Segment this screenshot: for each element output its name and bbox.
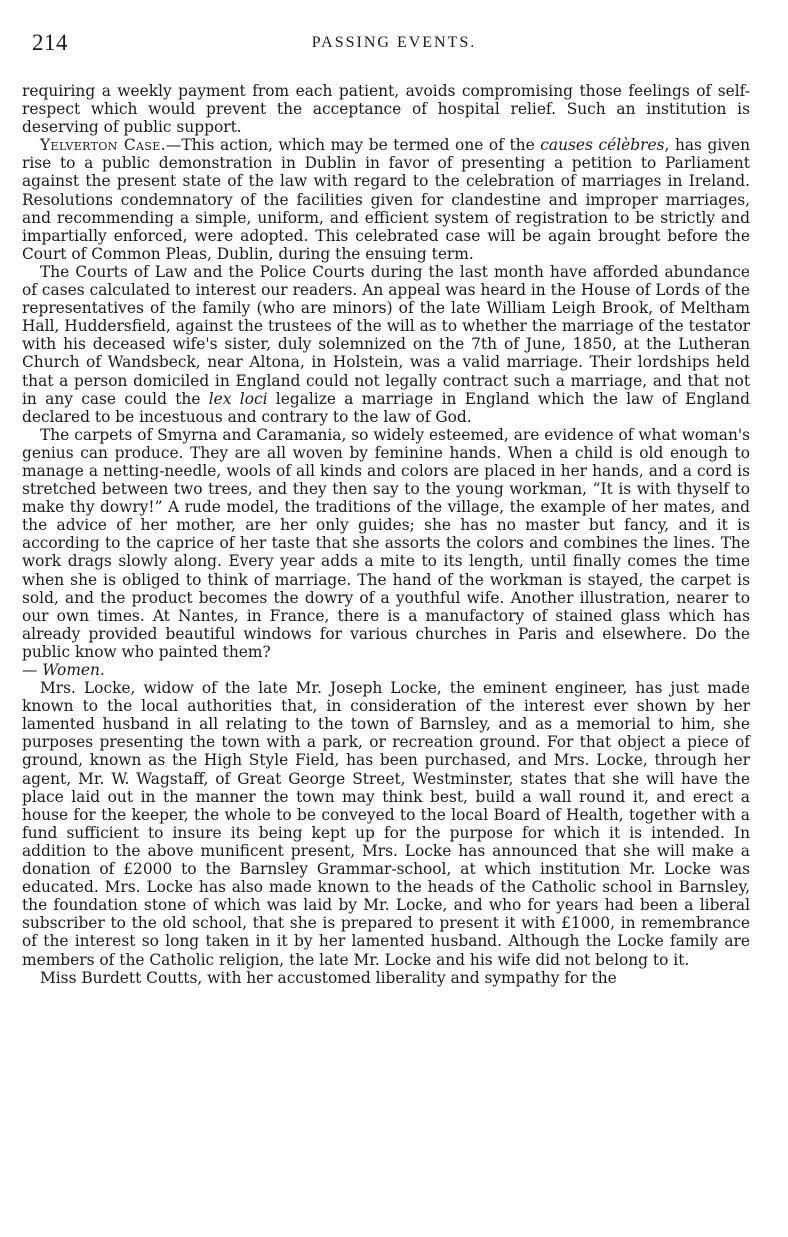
paragraph-mrs-locke <box>22 679 750 969</box>
paragraph-text: Mrs. Locke, widow of the late Mr. Joseph Locke, the eminent engineer, has just made known to the local authorities that, in consideration of the interest ever shown by her lamented husband in all relating to the town of Barnsley, and as a memorial to him, she purposes presenting the town with a park, or recreation ground. For that object a piece of ground, known as the High Style Field, has been purchased, and Mrs. Locke, through her agent, Mr. W. Wagstaff, of Great George Street, Westminster, states that she will have the place laid out in the manner the town may think best, build a wall round it, and erect a house for the keeper, the whole to be conveyed to the local Board of Health, together with a fund sufficient to insure its being kept up for the purpose for which it is intended. In addition to the above munificent present, Mrs. Locke has announced that she will make a donation of £2000 to the Barnsley Grammar-school, at which institution Mr. Locke was educated. Mrs. Locke has also made known to the heads of the Catholic school in Barnsley, the foundation stone of which was laid by Mr. Locke, and who for years had been a liberal subscriber to the old school, that she is prepared to present it with £1000, in remembrance of the interest so long taken in it by her lamented husband. Although the Locke family are members of the Catholic religion, the late Mr. Locke and his wife did not belong to it. <box>22 679 750 969</box>
paragraph-hospital-relief <box>22 82 750 136</box>
paragraph-yelverton-case <box>22 136 750 263</box>
paragraph-burdett-coutts <box>22 969 750 987</box>
paragraph-text: Miss Burdett Coutts, with her accustomed liberality and sympathy for the <box>40 968 617 987</box>
page-number: 214 <box>32 30 68 55</box>
paragraph-courts-of-law <box>22 263 750 426</box>
section-lead: Yelverton Case. <box>40 136 166 155</box>
paragraph-text: The carpets of Smyrna and Caramania, so widely esteemed, are evidence of what woman's genius can produce. They are all woven by feminine hands. When a child is old enough to manage a netting-needle, wools of all kinds and colors are placed in her hands, and a cord is stretched between two trees, and they then say to the young workman, “It is with thyself to make thy dowry!” A rude model, the traditions of the village, the example of her mates, and the advice of her mother, are her only guides; she has no master but fancy, and it is according to the caprice of her taste that she assorts the colors and combines the lines. The work drags slowly along. Every year adds a mite to its length, until finally comes the time when she is obliged to think of marriage. The hand of the workman is stayed, the carpet is sold, and the product becomes the dowry of a youthful wife. Another illustration, nearer to our own times. At Nantes, in France, there is a manufactory of stained glass which has already provided beautiful windows for various churches in Paris and elsewhere. Do the public know who painted them? <box>22 425 750 661</box>
running-title: PASSING EVENTS. <box>311 34 477 51</box>
italic-phrase: lex loci <box>208 389 268 408</box>
italic-phrase: causes célèbres <box>540 136 665 155</box>
paragraph-text: —This action, which may be termed one of the <box>166 136 541 155</box>
page-header <box>28 30 760 60</box>
paragraph-carpets <box>22 426 750 679</box>
article-body <box>22 82 750 987</box>
source-credit: — Women. <box>22 661 105 679</box>
paragraph-text: legalize a marriage in England which the law of England declared to be incestuous and contrary to the law of God. <box>22 389 750 426</box>
paragraph-text: The Courts of Law and the Police Courts during the last month have afforded abundance of cases calculated to interest our readers. An appeal was heard in the House of Lords of the representatives of the family (who are minors) of the late William Leigh Brook, of Meltham Hall, Huddersfield, against the trustees of the will as to whether the marriage of the testator with his deceased wife's sister, duly solemnized on the 7th of June, 1850, at the Lutheran Church of Wandsbeck, near Altona, in Holstein, was a valid marriage. Their lordships held that a person domiciled in England could not legally contract such a marriage, and that not in any case could the <box>22 262 750 408</box>
paragraph-text: , has given rise to a public demonstration in Dublin in favor of presenting a petition to Parliament against the present state of the law with regard to the celebration of marriages in Ireland. Resolutions condemnatory of the facilities given for clandestine and improper marriages, and recommending a simple, uniform, and efficient system of registration to be strictly and impartially enforced, were adopted. This celebrated case will be again brought before the Court of Common Pleas, Dublin, during the ensuing term. <box>22 136 751 263</box>
paragraph-text: requiring a weekly payment from each patient, avoids compromising those feelings of self-respect which would prevent the acceptance of hospital relief. Such an institution is deserving of public support. <box>22 82 750 137</box>
